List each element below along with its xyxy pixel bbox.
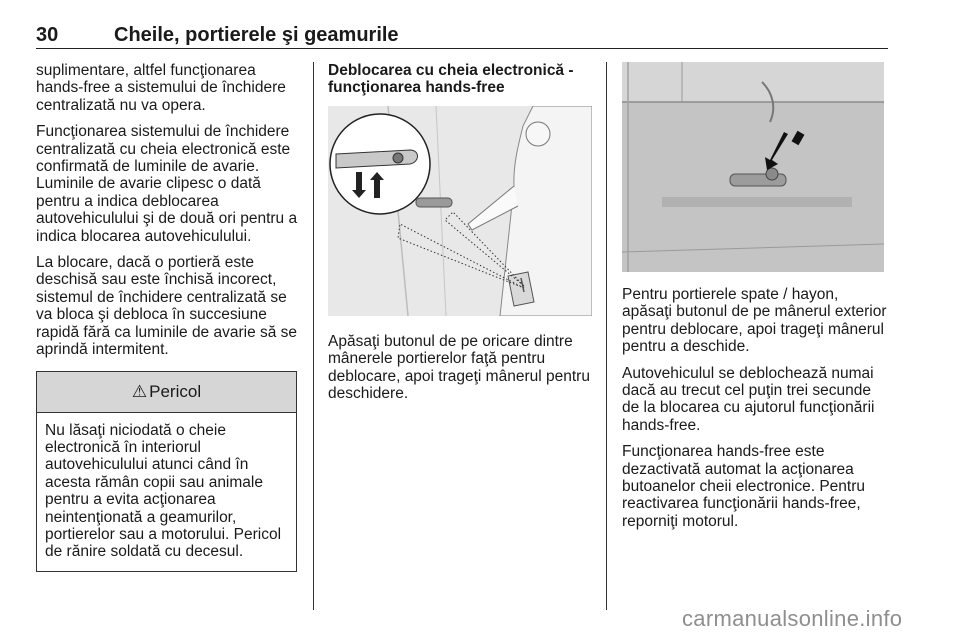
page-header [36, 24, 888, 49]
rear-door-handle-illustration [622, 62, 884, 272]
danger-warning-box [36, 371, 297, 572]
column-middle [328, 62, 592, 411]
paragraph: Funcţionarea hands-free este dezactivată automat la acţionarea butoanelor cheii electronice. Pentru reactivarea funcţionării hands-free, reporniţi motorul. [622, 443, 865, 530]
hands-free-unlock-illustration [328, 106, 592, 316]
warning-triangle-icon: ⚠ [131, 381, 148, 401]
section-heading: Deblocarea cu cheia electronică - funcţionarea hands-free [328, 62, 574, 97]
warning-header [37, 372, 296, 413]
column-divider [313, 62, 314, 610]
warning-title: Pericol [149, 381, 202, 401]
paragraph: La blocare, dacă o portieră este deschisă sau este închisă incorect, sistemul de închidere centralizată se va bloca şi debloca în succesiune rapidă fără ca luminile de avarie să se aprindă intermitent. [36, 254, 298, 359]
page-number: 30 [36, 24, 59, 46]
column-left [36, 62, 300, 572]
paragraph: suplimentare, altfel funcţionarea hands-free a sistemului de închidere centralizată nu va opera. [36, 62, 286, 114]
paragraph: Apăsaţi butonul de pe oricare dintre mânerele portierelor faţă pentru deblocare, apoi trageţi mânerul pentru deschidere. [328, 332, 590, 403]
paragraph: Pentru portierele spate / hayon, apăsaţi butonul de pe mânerul exterior pentru deblocare, apoi trageţi mânerul pentru a deschide. [622, 286, 887, 356]
column-divider [606, 62, 607, 610]
watermark: carmanualsonline.info [682, 606, 903, 631]
paragraph: Autovehiculul se deblochează numai dacă au trecut cel puţin trei secunde de la blocarea cu ajutorul funcţionării hands-free. [622, 364, 875, 434]
paragraph: Funcţionarea sistemului de închidere centralizată cu cheia electronică este confirmată de luminile de avarie. Luminile de avarie clipesc o dată pentru a indica deblocarea autovehiculului şi de două ori pentru a indica blocarea autovehiculului. [36, 123, 298, 245]
section-title: Cheile, portierele şi geamurile [114, 24, 399, 46]
warning-text: Nu lăsaţi niciodată o cheie electronică în interiorul autovehiculului atunci când în acesta rămân copii sau animale pentru a evita acţionarea neintenţionată a geamurilor, portierelor sau a motorului. Pericol de rănire soldată cu decesul. [45, 421, 282, 561]
column-right [622, 62, 892, 539]
